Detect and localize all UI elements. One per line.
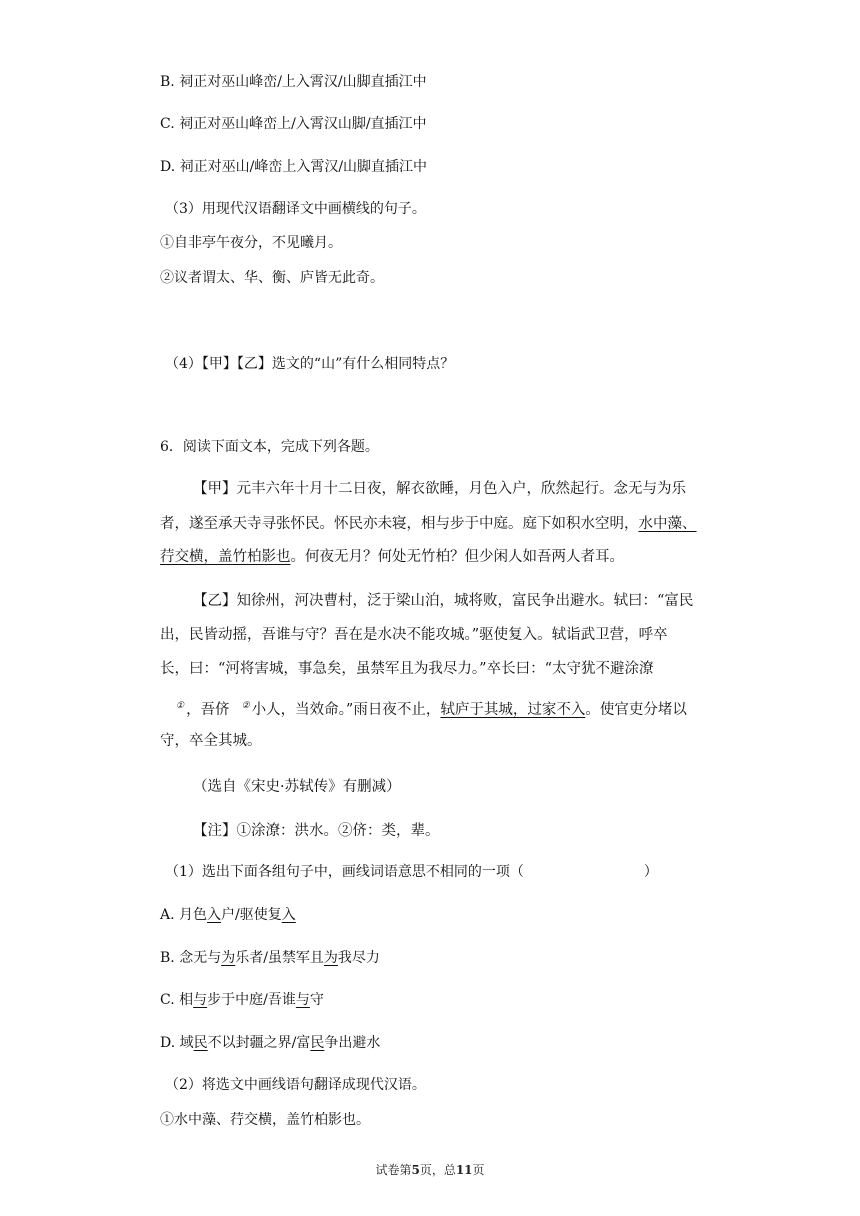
yi-line-5: 守，卒全其城。 [160, 733, 262, 749]
source-citation: （选自《宋史·苏轼传》有删减） [193, 779, 401, 795]
page-total: 11 [455, 1163, 473, 1177]
opt-a-text-1: A. 月色 [160, 907, 208, 923]
q6-sub2-item1: ①水中藻、荇交横，盖竹柏影也。 [160, 1112, 370, 1128]
opt-a-underlined-2: 入 [281, 907, 296, 923]
q5-sub3-prompt: （3）用现代汉语翻译文中画横线的句子。 [165, 201, 426, 217]
q5-option-c: C. 祠正对巫山峰峦上/入霄汉山脚/直插江中 [160, 116, 427, 132]
q6-option-c [160, 990, 324, 1010]
footnote-marker-2: ② [241, 701, 250, 711]
q6-option-d [160, 1033, 380, 1053]
footnote-marker-1: ① [176, 701, 185, 711]
jia-line-1: 【甲】元丰六年十月十二日夜，解衣欲睡，月色入户，欣然起行。念无与为乐 [193, 481, 686, 497]
yi-line-4 [176, 695, 687, 721]
yi-line-4-c: 。使官吏分堵以 [585, 701, 687, 718]
yi-line-4-b: 小人，当效命。”雨日夜不止， [251, 701, 441, 718]
opt-d-underlined-1: 民 [193, 1035, 208, 1051]
yi-line-2: 出，民皆动摇，吾谁与守？吾在是水决不能攻城。”驱使复入。轼诣武卫营，呼卒 [160, 627, 668, 643]
opt-c-underlined-2: 与 [295, 992, 310, 1008]
footer-mid: 页，总 [419, 1163, 456, 1177]
q6-option-b [160, 948, 380, 968]
opt-b-text-2: 乐者/虽禁军且 [235, 950, 324, 966]
q5-option-d: D. 祠正对巫山/峰峦上入霄汉/山脚直插江中 [160, 159, 428, 175]
opt-d-text-2: 不以封疆之界/富 [207, 1035, 311, 1051]
opt-a-text-2: 户/驱使复 [221, 907, 282, 923]
footer-post: 页 [472, 1163, 485, 1177]
opt-c-text-2: 步于中庭/吾谁 [207, 992, 296, 1008]
q5-sub3-item1: ①自非亭午夜分，不见曦月。 [160, 235, 342, 251]
yi-line-4-a: ，吾侪 [186, 701, 230, 718]
yi-line-1: 【乙】知徐州，河决曹村，泛于梁山泊，城将败，富民争出避水。轼曰：“富民 [193, 593, 694, 609]
opt-c-underlined-1: 与 [193, 992, 208, 1008]
q6-sub1-text: （1）选出下面各组句子中，画线词语意思不相同的一项（ [165, 864, 524, 880]
jia-underlined-phrase-cont: 荇交横，盖竹柏影也 [160, 549, 291, 565]
page-footer [0, 1161, 860, 1178]
q5-sub3-item2: ②议者谓太、华、衡、庐皆无此奇。 [160, 270, 384, 286]
page-number: 5 [411, 1163, 420, 1177]
q5-option-b: B. 祠正对巫山峰峦/上入霄汉/山脚直插江中 [160, 74, 427, 90]
yi-line-3: 长，曰：“河将害城，事急矣，虽禁军且为我尽力。”卒长曰：“太守犹不避涂潦 [160, 661, 654, 677]
opt-b-underlined-1: 为 [221, 950, 236, 966]
footer-pre: 试卷第 [375, 1163, 412, 1177]
jia-line-2-text: 者，遂至承天寺寻张怀民。怀民亦未寝，相与步于中庭。庭下如积水空明， [160, 516, 639, 532]
opt-c-text-1: C. 相 [160, 992, 194, 1008]
q6-option-a [160, 905, 296, 925]
jia-line-3-text: 。何夜无月？何处无竹柏？但少闲人如吾两人者耳。 [290, 549, 624, 565]
q5-sub4-prompt: （4）【甲】【乙】选文的“山”有什么相同特点？ [165, 356, 455, 372]
opt-d-underlined-2: 民 [310, 1035, 325, 1051]
jia-line-3 [160, 546, 624, 568]
q6-sub1-close: ） [643, 864, 658, 880]
q6-sub2-prompt: （2）将选文中画线语句翻译成现代汉语。 [165, 1077, 426, 1093]
opt-b-text-1: B. 念无与 [160, 950, 222, 966]
jia-line-2 [160, 513, 697, 535]
opt-c-text-3: 守 [309, 992, 324, 1008]
q6-title: 6．阅读下面文本，完成下列各题。 [160, 439, 379, 455]
jia-underlined-phrase: 水中藻、 [638, 516, 697, 532]
opt-d-text-1: D. 域 [160, 1035, 194, 1051]
yi-underlined-phrase: 轼庐于其城，过家不入 [440, 701, 586, 718]
opt-d-text-3: 争出避水 [324, 1035, 381, 1051]
annotation-notes: 【注】①涂潦：洪水。②侪：类，辈。 [193, 823, 440, 839]
q6-sub1-prompt [165, 862, 658, 882]
opt-b-text-3: 我尽力 [337, 950, 380, 966]
opt-b-underlined-2: 为 [323, 950, 338, 966]
opt-a-underlined-1: 入 [207, 907, 222, 923]
